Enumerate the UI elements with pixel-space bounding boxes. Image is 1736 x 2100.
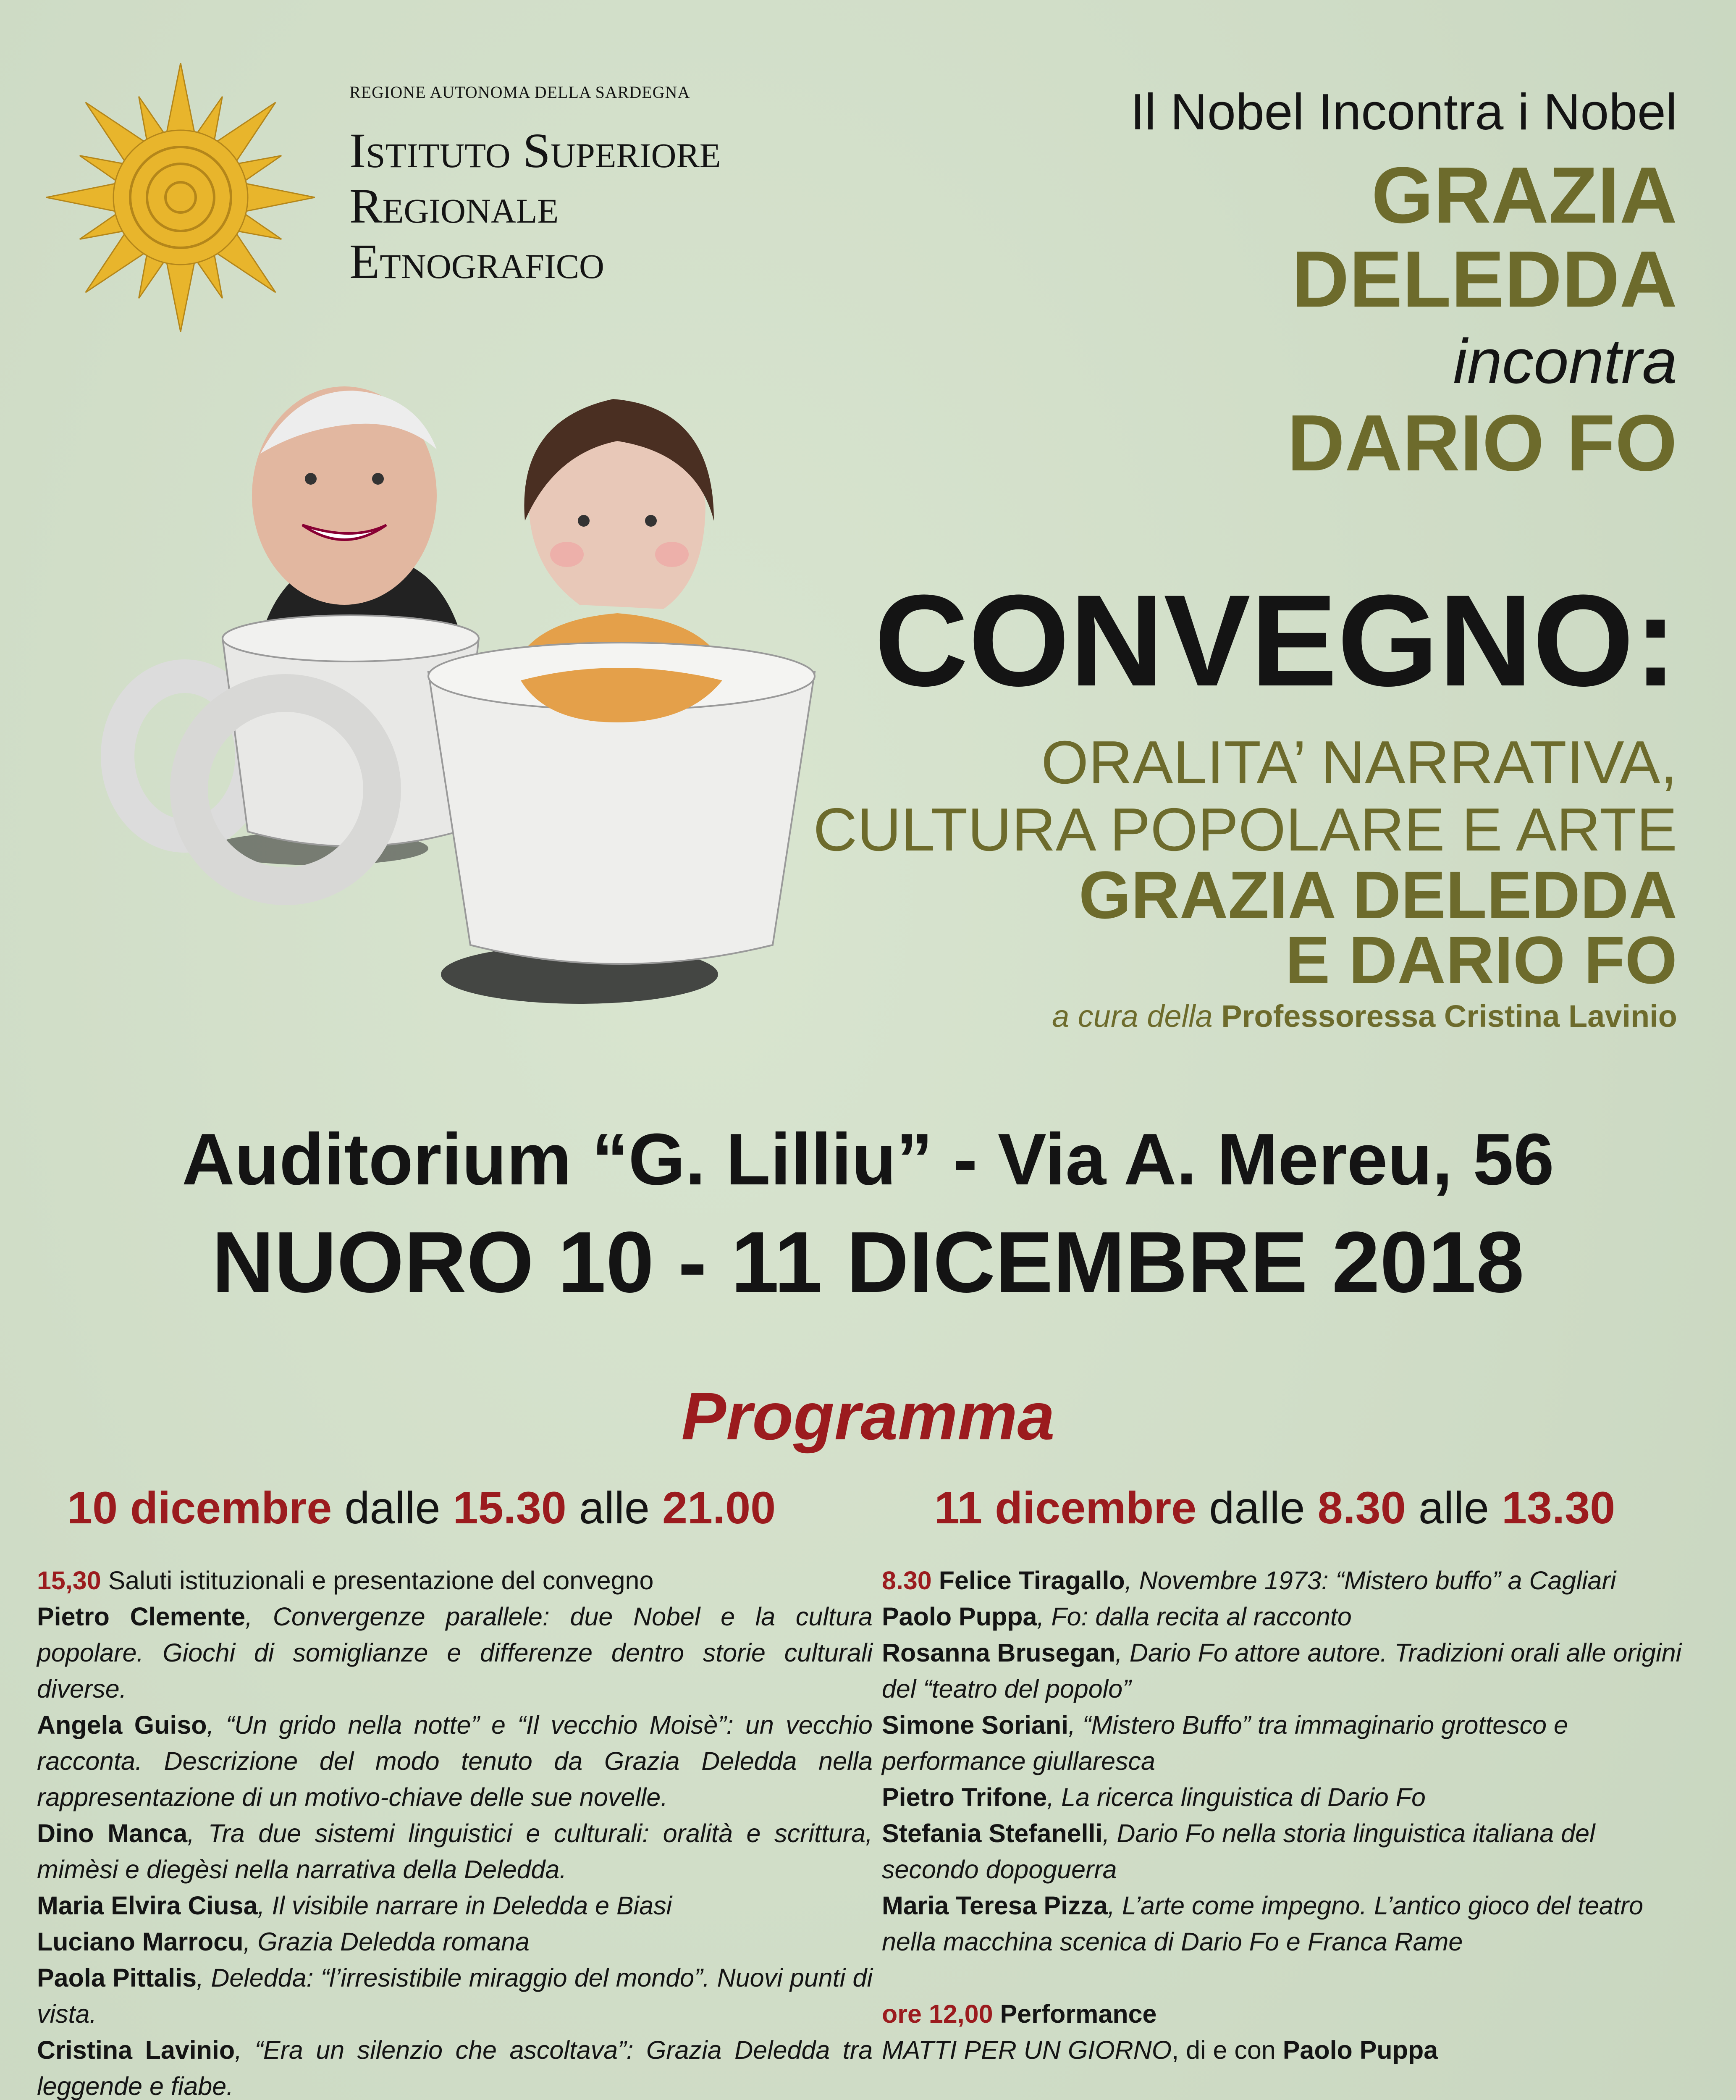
program-item: [37, 1815, 873, 1887]
performance-title: MATTI PER UN GIORNO: [882, 2036, 1172, 2064]
program-item: [882, 1599, 1697, 1635]
day1-to: alle: [579, 1482, 650, 1533]
cups-illustration: [84, 344, 882, 1025]
performance-time: ore 12,00: [882, 2000, 993, 2028]
series-title: Il Nobel Incontra i Nobel: [1130, 83, 1677, 140]
talk-title: , “Mistero Buffo” tra immaginario grottesco e performance giullaresca: [882, 1711, 1568, 1775]
title-dario-fo: DARIO FO: [1287, 399, 1677, 488]
talk-title: , Il visibile narrare in Deledda e Biasi: [257, 1891, 672, 1920]
program-item: [882, 1887, 1697, 1960]
talk-title: , Deledda: “l’irresistibile miraggio del mondo”. Nuovi punti di vista.: [37, 1964, 873, 2028]
curator-prefix: a cura della: [1052, 999, 1213, 1034]
program-item: [37, 2032, 873, 2100]
region-label: REGIONE AUTONOMA DELLA SARDEGNA: [349, 83, 690, 102]
institute-name-line1: Istituto Superiore: [349, 123, 721, 178]
day1-start: 15.30: [453, 1482, 566, 1533]
talk-title: , La ricerca linguistica di Dario Fo: [1047, 1783, 1426, 1811]
convegno-subtitle-3: GRAZIA DELEDDA: [1078, 857, 1677, 932]
talk-title: , Dario Fo nella storia linguistica italiana del secondo dopoguerra: [882, 1819, 1595, 1884]
venue-date: NUORO 10 - 11 DICEMBRE 2018: [212, 1214, 1524, 1310]
program-item: [882, 1815, 1697, 1887]
day2-to: alle: [1418, 1482, 1489, 1533]
program-item: [37, 1707, 873, 1815]
talk-title: , Fo: dalla recita al racconto: [1037, 1602, 1352, 1631]
speaker-name: Maria Teresa Pizza: [882, 1891, 1108, 1920]
item-text: Saluti istituzionali e presentazione del convegno: [108, 1566, 654, 1595]
program-item: [882, 1562, 1697, 1599]
convegno-heading: CONVEGNO:: [874, 567, 1677, 713]
speaker-name: Angela Guiso: [37, 1711, 207, 1739]
item-time: 8.30: [882, 1566, 932, 1595]
talk-title: , Novembre 1973: “Mistero buffo” a Cagliari: [1125, 1566, 1616, 1595]
speaker-name: Dino Manca: [37, 1819, 188, 1848]
day1-from: dalle: [344, 1482, 441, 1533]
talk-title: , Tra due sistemi linguistici e culturali: oralità e scrittura, mimèsi e diegèsi nella narrativa della Deledda.: [37, 1819, 873, 1884]
institute-name-line2: Regionale: [349, 178, 559, 234]
programma-title: Programma: [681, 1378, 1055, 1454]
performer-name: Paolo Puppa: [1282, 2036, 1438, 2064]
speaker-name: Maria Elvira Ciusa: [37, 1891, 258, 1920]
talk-title: , “Un grido nella notte” e “Il vecchio Moisè”: un vecchio racconta. Descrizione del modo tenuto da Grazia Deledda nella rappresentazione di un motivo-chiave delle sue novelle.: [37, 1711, 873, 1811]
program-item: [37, 1887, 873, 1924]
program-item: [882, 1635, 1697, 1707]
day1-end: 21.00: [662, 1482, 776, 1533]
program-item: [882, 1707, 1697, 1779]
day1-date: 10 dicembre: [67, 1482, 332, 1533]
curator-line: [1052, 998, 1677, 1035]
speaker-name: Pietro Trifone: [882, 1783, 1047, 1811]
performance: [882, 1996, 1697, 2032]
speaker-name: Stefania Stefanelli: [882, 1819, 1103, 1848]
program-item: [37, 1960, 873, 2032]
day2-end: 13.30: [1501, 1482, 1615, 1533]
curator-name: Professoressa Cristina Lavinio: [1221, 999, 1677, 1034]
title-deledda: DELEDDA: [1291, 235, 1677, 324]
talk-title: , Dario Fo attore autore. Tradizioni orali alle origini del “teatro del popolo”: [882, 1638, 1682, 1703]
program-item: [37, 1924, 873, 1960]
speaker-name: Felice Tiragallo: [939, 1566, 1125, 1595]
performance-label: Performance: [1000, 2000, 1157, 2028]
speaker-name: Luciano Marrocu: [37, 1927, 244, 1956]
talk-title: , L’arte come impegno. L’antico gioco del teatro nella macchina scenica di Dario Fo e Franca Rame: [882, 1891, 1643, 1956]
speaker-name: Paolo Puppa: [882, 1602, 1037, 1631]
title-grazia: GRAZIA: [1371, 151, 1677, 240]
day2-heading: [934, 1483, 1615, 1533]
venue-address: Auditorium “G. Lilliu” - Via A. Mereu, 56: [182, 1118, 1554, 1200]
day1-program: [37, 1562, 873, 2100]
speaker-name: Rosanna Brusegan: [882, 1638, 1115, 1667]
talk-title: , Convergenze parallele: due Nobel e la cultura popolare. Giochi di somiglianze e differenze dentro storie culturali diverse.: [37, 1602, 873, 1703]
day2-program: [882, 1562, 1697, 2068]
performance-by: , di e con: [1172, 2036, 1276, 2064]
sun-emblem-icon: [46, 63, 315, 332]
talk-title: , “Era un silenzio che ascoltava”: Grazia Deledda tra leggende e fiabe.: [37, 2036, 873, 2100]
institute-name-line3: Etnografico: [349, 234, 604, 289]
item-time: 15,30: [37, 1566, 101, 1595]
speaker-name: Paola Pittalis: [37, 1964, 197, 1992]
convegno-subtitle-4: E DARIO FO: [1285, 922, 1677, 998]
program-item: [37, 1562, 873, 1599]
day2-from: dalle: [1209, 1482, 1305, 1533]
program-item: [37, 1599, 873, 1707]
talk-title: , Grazia Deledda romana: [243, 1927, 530, 1956]
performance-detail: [882, 2032, 1697, 2068]
day2-date: 11 dicembre: [934, 1482, 1197, 1533]
convegno-subtitle-1: ORALITA’ NARRATIVA,: [1041, 728, 1677, 796]
day2-start: 8.30: [1317, 1482, 1406, 1533]
convegno-subtitle-2: CULTURA POPOLARE E ARTE: [813, 795, 1677, 864]
program-item: [882, 1779, 1697, 1815]
speaker-name: Cristina Lavinio: [37, 2036, 235, 2064]
day1-heading: [67, 1483, 776, 1533]
speaker-name: Simone Soriani: [882, 1711, 1069, 1739]
title-incontra: incontra: [1453, 326, 1677, 396]
speaker-name: Pietro Clemente: [37, 1602, 246, 1631]
